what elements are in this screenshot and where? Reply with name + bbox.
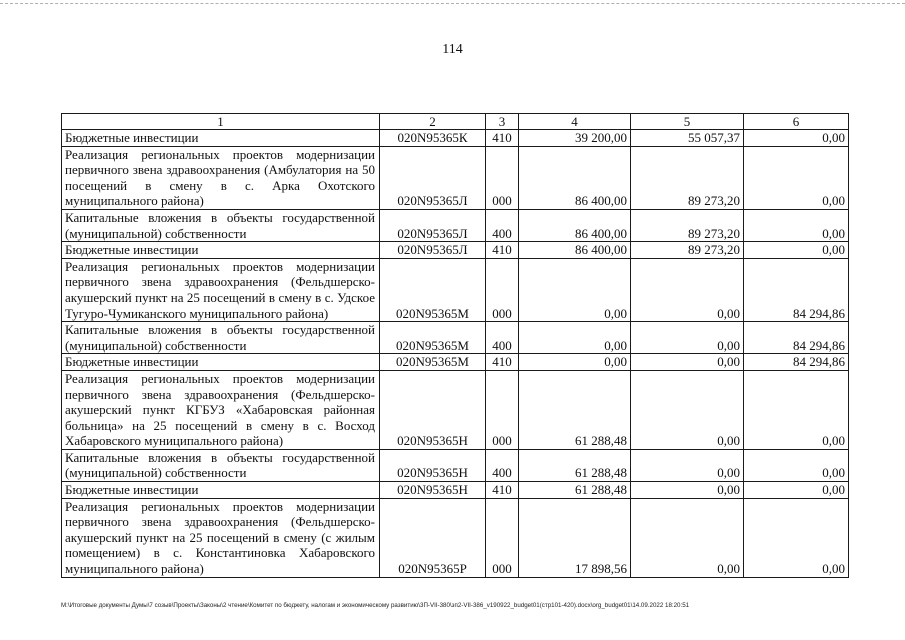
row-kind-cell: 000 — [486, 146, 519, 209]
row-value-2-cell: 0,00 — [631, 498, 744, 577]
row-value-1-cell: 39 200,00 — [519, 130, 631, 147]
column-header: 2 — [380, 114, 486, 130]
row-value-2-cell: 55 057,37 — [631, 130, 744, 147]
document-footer-path: M:\Итоговые документы Думы\7 созыв\Проекты\Законы\2 чтение\Комитет по бюджету, налогам и экономическому развитию\3П-VII-380\зп2-VII-386_v190922_budget01(стр101-420).docx\org_budget01\14.09.2022 18:20:51 — [61, 602, 690, 609]
row-value-1-cell: 0,00 — [519, 354, 631, 371]
row-code-cell: 020N95365Л — [380, 209, 486, 241]
row-value-1-cell: 61 288,48 — [519, 482, 631, 499]
row-code-cell: 020N95365Л — [380, 146, 486, 209]
row-name-cell: Реализация региональных проектов модернизации первичного звена здравоохранения (Фельдшерско-акушерский пункт на 25 посещений в смену (с жилым помещением) в с. Константиновка Хабаровского муниципального района) — [62, 498, 380, 577]
row-kind-cell: 410 — [486, 482, 519, 499]
row-value-1-cell: 17 898,56 — [519, 498, 631, 577]
row-value-2-cell: 89 273,20 — [631, 242, 744, 259]
row-kind-cell: 410 — [486, 130, 519, 147]
row-value-3-cell: 0,00 — [744, 130, 849, 147]
row-value-3-cell: 0,00 — [744, 482, 849, 499]
row-value-1-cell: 86 400,00 — [519, 242, 631, 259]
row-code-cell: 020N95365К — [380, 130, 486, 147]
table-row — [62, 482, 849, 499]
row-name-cell: Бюджетные инвестиции — [62, 242, 380, 259]
table-row — [62, 209, 849, 241]
table-row — [62, 242, 849, 259]
row-kind-cell: 000 — [486, 498, 519, 577]
row-name-cell: Капитальные вложения в объекты государственной (муниципальной) собственности — [62, 209, 380, 241]
row-value-1-cell: 86 400,00 — [519, 146, 631, 209]
row-value-2-cell: 89 273,20 — [631, 209, 744, 241]
column-header: 1 — [62, 114, 380, 130]
table-row — [62, 146, 849, 209]
row-kind-cell: 400 — [486, 209, 519, 241]
row-value-1-cell: 86 400,00 — [519, 209, 631, 241]
top-rule — [0, 3, 905, 4]
table-row — [62, 370, 849, 449]
row-value-3-cell: 0,00 — [744, 146, 849, 209]
row-kind-cell: 000 — [486, 370, 519, 449]
row-code-cell: 020N95365Н — [380, 370, 486, 449]
row-code-cell: 020N95365Р — [380, 498, 486, 577]
row-value-2-cell: 0,00 — [631, 258, 744, 321]
row-value-1-cell: 61 288,48 — [519, 449, 631, 481]
row-value-1-cell: 61 288,48 — [519, 370, 631, 449]
row-name-cell: Реализация региональных проектов модернизации первичного звена здравоохранения (Фельдшерско-акушерский пункт на 25 посещений в смену в с. Удское Тугуро-Чумиканского муниципального района) — [62, 258, 380, 321]
row-name-cell: Капитальные вложения в объекты государственной (муниципальной) собственности — [62, 449, 380, 481]
table-row — [62, 354, 849, 371]
row-value-2-cell: 0,00 — [631, 370, 744, 449]
page-number: 114 — [442, 42, 463, 57]
row-value-2-cell: 0,00 — [631, 322, 744, 354]
row-kind-cell: 400 — [486, 449, 519, 481]
row-kind-cell: 000 — [486, 258, 519, 321]
row-value-1-cell: 0,00 — [519, 258, 631, 321]
row-value-3-cell: 84 294,86 — [744, 322, 849, 354]
row-name-cell: Бюджетные инвестиции — [62, 482, 380, 499]
row-value-3-cell: 84 294,86 — [744, 258, 849, 321]
row-name-cell: Капитальные вложения в объекты государственной (муниципальной) собственности — [62, 322, 380, 354]
row-code-cell: 020N95365Н — [380, 482, 486, 499]
row-value-3-cell: 84 294,86 — [744, 354, 849, 371]
row-value-3-cell: 0,00 — [744, 498, 849, 577]
row-value-1-cell: 0,00 — [519, 322, 631, 354]
row-value-2-cell: 89 273,20 — [631, 146, 744, 209]
row-value-2-cell: 0,00 — [631, 354, 744, 371]
table-row — [62, 130, 849, 147]
table-row — [62, 322, 849, 354]
column-header: 3 — [486, 114, 519, 130]
column-header: 4 — [519, 114, 631, 130]
row-value-3-cell: 0,00 — [744, 449, 849, 481]
row-kind-cell: 400 — [486, 322, 519, 354]
row-name-cell: Бюджетные инвестиции — [62, 130, 380, 147]
row-code-cell: 020N95365Н — [380, 449, 486, 481]
row-value-3-cell: 0,00 — [744, 370, 849, 449]
row-value-3-cell: 0,00 — [744, 209, 849, 241]
table-header-row — [62, 114, 849, 130]
row-value-2-cell: 0,00 — [631, 482, 744, 499]
row-name-cell: Реализация региональных проектов модернизации первичного звена здравоохранения (Фельдшерско-акушерский пункт КГБУЗ «Хабаровская районная больница» на 25 посещений в смену в с. Восход Хабаровского муниципального района) — [62, 370, 380, 449]
row-value-2-cell: 0,00 — [631, 449, 744, 481]
column-header: 6 — [744, 114, 849, 130]
row-code-cell: 020N95365М — [380, 322, 486, 354]
row-name-cell: Бюджетные инвестиции — [62, 354, 380, 371]
table-row — [62, 449, 849, 481]
row-name-cell: Реализация региональных проектов модернизации первичного звена здравоохранения (Амбулатория на 50 посещений в смену в с. Арка Охотского муниципального района) — [62, 146, 380, 209]
row-code-cell: 020N95365М — [380, 354, 486, 371]
budget-table — [61, 113, 849, 578]
column-header: 5 — [631, 114, 744, 130]
row-value-3-cell: 0,00 — [744, 242, 849, 259]
row-code-cell: 020N95365Л — [380, 242, 486, 259]
row-code-cell: 020N95365М — [380, 258, 486, 321]
table-row — [62, 498, 849, 577]
row-kind-cell: 410 — [486, 242, 519, 259]
row-kind-cell: 410 — [486, 354, 519, 371]
table-row — [62, 258, 849, 321]
